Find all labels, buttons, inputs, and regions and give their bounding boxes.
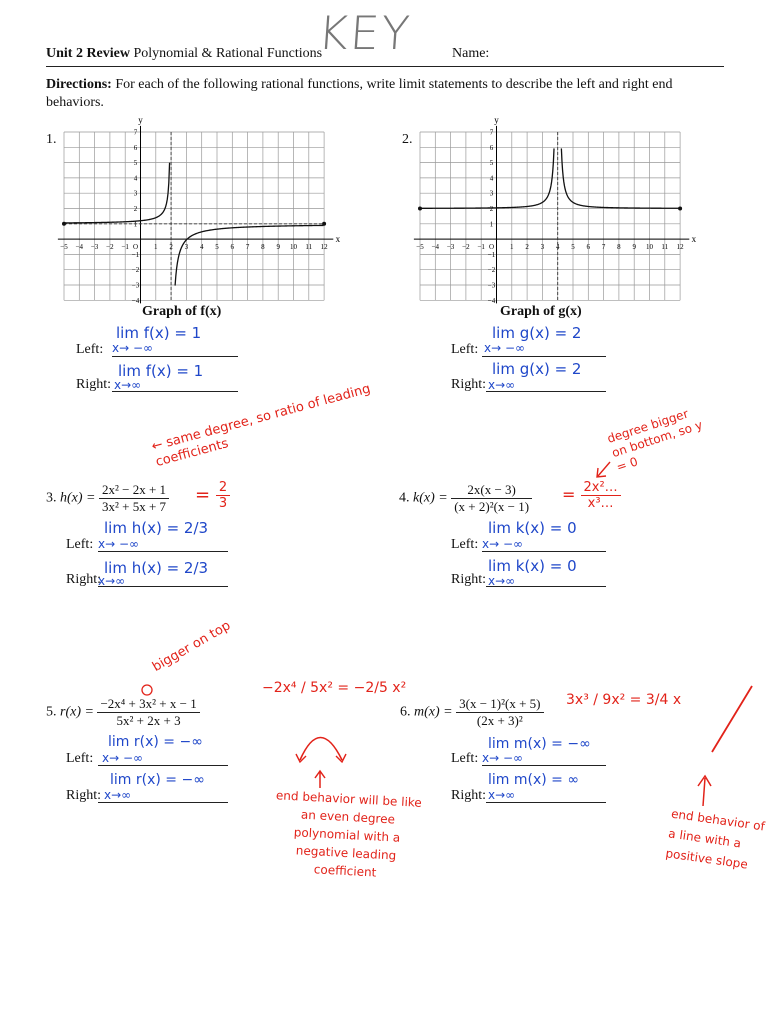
tick-label: −2 bbox=[131, 266, 140, 275]
tick-label: −2 bbox=[106, 243, 114, 252]
directions bbox=[46, 76, 696, 112]
problem-5-fraction: $\frac{\text{−2x⁴ + 3x² + x − 1}}{\text{5x² + 2x + 3}}$ bbox=[97, 696, 199, 729]
tick-label: 6 bbox=[133, 143, 138, 152]
p5-right-blank[interactable] bbox=[98, 802, 228, 803]
arrow-left bbox=[62, 222, 66, 226]
problem-3-function: 3. h(x) = $\frac{\text{2x² − 2x + 1}}{\text{3x² + 5x + 7}}$ bbox=[46, 482, 169, 515]
tick-label: 4 bbox=[489, 174, 494, 183]
p5-right-label: Right: bbox=[66, 788, 102, 803]
graph-2-title: Graph of g(x) bbox=[500, 304, 582, 319]
tick-label: −3 bbox=[446, 243, 455, 252]
p5-note-top: bigger on top bbox=[150, 618, 234, 675]
tick-label: −4 bbox=[487, 296, 496, 305]
p2-left-sub: x→ −∞ bbox=[484, 341, 526, 355]
p3-left-label: Left: bbox=[66, 537, 94, 552]
p6-left-blank[interactable] bbox=[482, 765, 606, 766]
tick-label: 3 bbox=[489, 189, 494, 198]
tick-label: 9 bbox=[276, 243, 280, 252]
p4-work: = $\frac{\text{2x²…}}{\text{x³…}}$ bbox=[562, 480, 621, 511]
tick-label: −2 bbox=[462, 243, 470, 252]
unit-label: Unit 2 Review bbox=[46, 46, 130, 61]
p2-right-answer: lim g(x) = 2 bbox=[492, 360, 582, 378]
tick-label: 5 bbox=[133, 159, 138, 168]
tick-label: −1 bbox=[477, 243, 485, 252]
tick-label: 2 bbox=[133, 205, 138, 213]
p1-left-blank[interactable] bbox=[112, 356, 238, 357]
problem-6-function: 6. m(x) = $\frac{\text{3(x − 1)²(x + 5)}}{\text{(2x + 3)²}}$ bbox=[400, 696, 544, 729]
p1-left-sub: x→ −∞ bbox=[112, 341, 154, 355]
tick-label: −1 bbox=[121, 243, 129, 252]
problem-6-fraction: $\frac{\text{3(x − 1)²(x + 5)}}{\text{(2x + 3)²}}$ bbox=[456, 696, 543, 729]
y-axis-label: y bbox=[494, 114, 499, 125]
p6-slope-line bbox=[712, 686, 752, 752]
p5-left-sub: x→ −∞ bbox=[102, 751, 144, 765]
tick-label: −2 bbox=[487, 266, 496, 275]
p4-left-sub: x→ −∞ bbox=[482, 537, 524, 551]
y-axis-label: y bbox=[138, 114, 143, 125]
x-axis-label: x bbox=[335, 234, 341, 245]
p6-right-sub: x→∞ bbox=[488, 788, 516, 802]
p6-left-label: Left: bbox=[451, 751, 479, 766]
tick-label: −5 bbox=[416, 243, 424, 252]
tick-label: 8 bbox=[261, 243, 265, 252]
p3-right-label: Right: bbox=[66, 572, 102, 587]
p4-left-label: Left: bbox=[451, 537, 479, 552]
p1-left-label: Left: bbox=[76, 342, 104, 357]
p6-note: end behavior of a line with a positive slope bbox=[664, 806, 766, 872]
tick-label: 3 bbox=[184, 243, 189, 252]
curve-right bbox=[175, 225, 323, 285]
subtitle: Polynomial & Rational Functions bbox=[133, 46, 323, 61]
origin-label: O bbox=[132, 243, 139, 252]
tick-label: 4 bbox=[555, 243, 560, 252]
tick-label: −1 bbox=[131, 250, 140, 259]
problem-1-number: 1. bbox=[46, 132, 57, 147]
tick-label: 12 bbox=[676, 243, 684, 252]
tick-label: 6 bbox=[586, 243, 591, 252]
p4-right-label: Right: bbox=[451, 572, 487, 587]
origin-label: O bbox=[488, 243, 495, 252]
p3-left-answer: lim h(x) = 2/3 bbox=[104, 519, 209, 537]
tick-label: 9 bbox=[632, 243, 636, 252]
p1-left-answer: lim f(x) = 1 bbox=[116, 324, 202, 342]
tick-label: −3 bbox=[90, 243, 99, 252]
curve-right bbox=[561, 148, 680, 208]
p3-right-sub: x→∞ bbox=[98, 574, 126, 588]
p6-right-label: Right: bbox=[451, 788, 487, 803]
p6-left-sub: x→ −∞ bbox=[482, 751, 524, 765]
arrow-left bbox=[418, 207, 422, 211]
p5-sketch-arrow-right bbox=[336, 754, 346, 762]
tick-label: −3 bbox=[131, 281, 140, 290]
tick-label: 1 bbox=[133, 220, 138, 229]
tick-label: 4 bbox=[133, 174, 138, 183]
p6-up-arrow bbox=[698, 776, 711, 806]
graph-2 bbox=[414, 115, 697, 305]
problem-2-number: 2. bbox=[402, 132, 413, 147]
tick-label: 10 bbox=[646, 243, 653, 252]
p4-note-arrow bbox=[597, 462, 610, 477]
tick-label: 11 bbox=[305, 243, 313, 252]
tick-label: 12 bbox=[320, 243, 328, 252]
p5-right-sub: x→∞ bbox=[104, 788, 132, 802]
directions-label: Directions: bbox=[46, 77, 112, 92]
tick-label: 2 bbox=[169, 243, 173, 252]
p6-right-answer: lim m(x) = ∞ bbox=[488, 772, 580, 788]
p5-left-label: Left: bbox=[66, 751, 94, 766]
problem-3-fraction: $\frac{\text{2x² − 2x + 1}}{\text{3x² + 5x + 7}}$ bbox=[99, 482, 169, 515]
tick-label: 5 bbox=[571, 243, 575, 252]
p5-up-arrow bbox=[315, 771, 325, 788]
tick-label: −4 bbox=[431, 243, 440, 252]
p5-note: end behavior will be like an even degree polynomial with a negative leading coefficient bbox=[275, 788, 423, 880]
tick-label: 8 bbox=[617, 243, 621, 252]
p5-left-answer: lim r(x) = −∞ bbox=[108, 734, 203, 750]
p1-right-answer: lim f(x) = 1 bbox=[118, 362, 204, 380]
tick-label: 2 bbox=[489, 205, 494, 213]
p2-right-label: Right: bbox=[451, 377, 487, 392]
tick-label: 4 bbox=[199, 243, 204, 252]
tick-label: −3 bbox=[487, 281, 496, 290]
worksheet-title bbox=[46, 46, 322, 62]
p4-note: degree bigger on bottom, so y = 0 bbox=[605, 406, 705, 475]
p1-right-label: Right: bbox=[76, 377, 112, 392]
tick-label: −1 bbox=[487, 250, 496, 259]
tick-label: 3 bbox=[133, 189, 138, 198]
p2-left-label: Left: bbox=[451, 342, 479, 357]
p6-work: 3x³ / 9x² = 3/4 x bbox=[566, 692, 682, 708]
tick-label: 1 bbox=[510, 243, 514, 252]
name-label: Name: bbox=[452, 46, 490, 61]
p3-work: = $\frac{2}{3}$ bbox=[195, 480, 230, 511]
p2-left-answer: lim g(x) = 2 bbox=[492, 324, 582, 342]
tick-label: 7 bbox=[245, 243, 250, 252]
p6-right-blank[interactable] bbox=[486, 802, 606, 803]
tick-label: −5 bbox=[60, 243, 68, 252]
p3-left-blank[interactable] bbox=[98, 551, 228, 552]
p3-right-answer: lim h(x) = 2/3 bbox=[104, 559, 209, 577]
graph-1 bbox=[58, 115, 341, 305]
p4-left-answer: lim k(x) = 0 bbox=[488, 519, 577, 537]
p3-left-sub: x→ −∞ bbox=[98, 537, 140, 551]
tick-label: 2 bbox=[525, 243, 529, 252]
p6-left-answer: lim m(x) = −∞ bbox=[488, 736, 591, 752]
tick-label: 11 bbox=[661, 243, 669, 252]
p5-left-blank[interactable] bbox=[98, 765, 228, 766]
tick-label: −4 bbox=[131, 296, 140, 305]
p2-left-blank[interactable] bbox=[482, 356, 606, 357]
p5-exponent-circle bbox=[142, 685, 152, 695]
p1-right-sub: x→∞ bbox=[114, 378, 142, 392]
curve-left bbox=[420, 148, 554, 208]
tick-label: 10 bbox=[290, 243, 297, 252]
tick-label: 6 bbox=[489, 143, 494, 152]
p5-sketch-arrow-left bbox=[296, 754, 306, 762]
problem-5-function: 5. r(x) = $\frac{\text{−2x⁴ + 3x² + x − 1}}{\text{5x² + 2x + 3}}$ bbox=[46, 696, 200, 729]
header-rule bbox=[46, 66, 724, 67]
tick-label: 1 bbox=[489, 220, 494, 229]
tick-label: 6 bbox=[230, 243, 235, 252]
tick-label: 7 bbox=[489, 128, 494, 137]
tick-label: 7 bbox=[601, 243, 606, 252]
p4-left-blank[interactable] bbox=[482, 551, 606, 552]
p4-right-answer: lim k(x) = 0 bbox=[488, 557, 577, 575]
tick-label: 5 bbox=[489, 159, 494, 168]
directions-text: For each of the following rational functions, write limit statements to describe the left and right end behaviors. bbox=[46, 77, 673, 110]
key-handwriting: KEY bbox=[316, 6, 414, 60]
p5-sketch-arc bbox=[300, 738, 342, 761]
curve-left bbox=[64, 163, 170, 223]
p2-right-sub: x→∞ bbox=[488, 378, 516, 392]
tick-label: 7 bbox=[133, 128, 138, 137]
p4-right-sub: x→∞ bbox=[488, 574, 516, 588]
p5-work: −2x⁴ / 5x² = −2/5 x² bbox=[262, 680, 407, 696]
tick-label: 5 bbox=[215, 243, 219, 252]
arrow-right bbox=[678, 207, 682, 211]
x-axis-label: x bbox=[691, 234, 697, 245]
problem-4-function: 4. k(x) = $\frac{2x(x - 3)}{\text{(x + 2)²(x − 1)}}$ bbox=[399, 482, 532, 515]
tick-label: 3 bbox=[540, 243, 545, 252]
problem-4-fraction: $\frac{2x(x - 3)}{\text{(x + 2)²(x − 1)}}$ bbox=[451, 482, 532, 515]
p3-note: ← same degree, so ratio of leading coefficients bbox=[150, 381, 373, 470]
tick-label: −4 bbox=[75, 243, 84, 252]
arrow-right bbox=[322, 222, 326, 226]
tick-label: 1 bbox=[154, 243, 158, 252]
p5-right-answer: lim r(x) = −∞ bbox=[110, 772, 205, 788]
graph-1-title: Graph of f(x) bbox=[142, 304, 222, 319]
